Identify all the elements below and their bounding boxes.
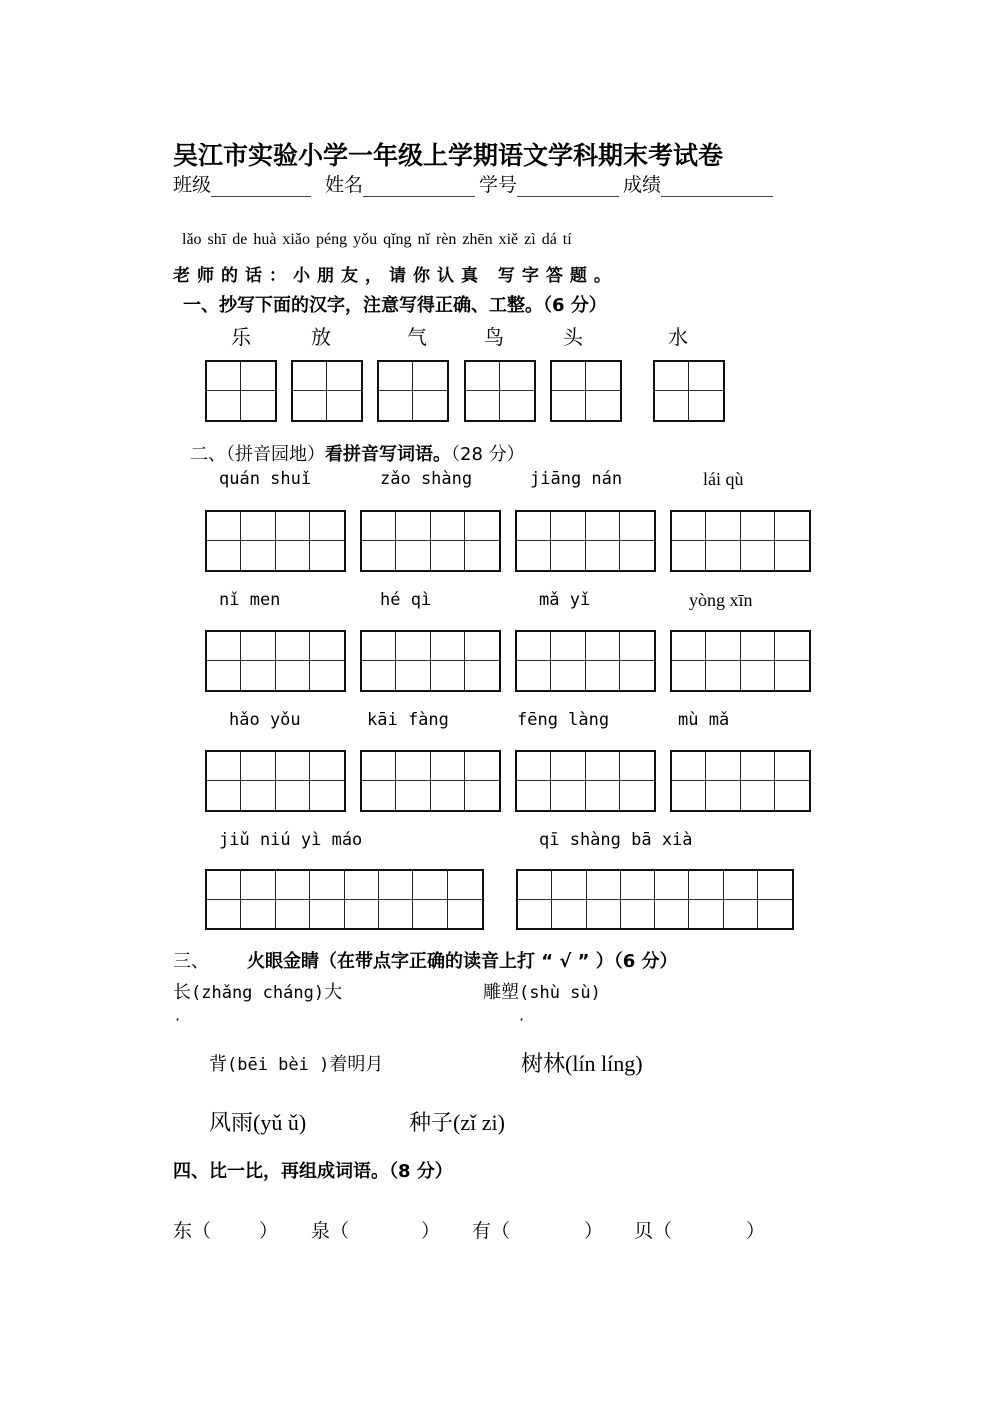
writing-grid-r1-4[interactable] [670,510,811,572]
pinyin-r3-1: hǎo yǒu [229,710,301,730]
pinyin-r3-4: mù mǎ [678,710,730,730]
copy-char-1: 乐 [231,325,251,349]
writing-grid-5[interactable] [550,360,622,422]
writing-grid-3[interactable] [377,360,449,422]
section2-heading-points: （28 分） [451,444,525,465]
section4-heading: 四、比一比，再组成词语。（8 分） [173,1161,453,1182]
class-blank[interactable] [211,178,311,197]
close-paren: ） [584,1220,604,1242]
pinyin-r3-2: kāi fàng [367,710,449,730]
compare-item-bei [634,1216,765,1243]
pinyin-r2-1: nǐ men [219,590,281,610]
q3-item-zhongzi[interactable]: 种子(zǐ zi) [409,1110,505,1135]
pinyin-r1-3: jiāng nán [530,469,623,489]
section2-heading [190,440,525,466]
student-number-blank[interactable] [517,178,619,197]
pinyin-r1-2: zǎo shàng [380,469,473,489]
emphasis-dot-2: · [519,1010,525,1029]
close-paren: ） [746,1220,766,1242]
copy-char-6: 水 [668,325,688,349]
writing-grid-r3-2[interactable] [360,750,501,812]
class-label: 班级 [173,174,212,196]
teacher-message: 老师的话：小朋友，请你认真 写字答题。 [173,266,618,286]
q3-char: 雕塑 [483,982,519,1003]
pinyin-r3-3: fēng làng [517,710,610,730]
section3-heading [173,947,678,973]
exam-title: 吴江市实验小学一年级上学期语文学科期末考试卷 [173,141,724,170]
writing-grid-r2-4[interactable] [670,630,811,692]
copy-char-2: 放 [311,325,331,349]
compare-char: 泉 [311,1220,331,1242]
compare-char: 有 [472,1220,492,1242]
copy-char-3: 气 [407,325,427,349]
compare-item-you [472,1216,603,1243]
writing-grid-2[interactable] [291,360,363,422]
writing-grid-r1-1[interactable] [205,510,346,572]
close-paren: ） [421,1220,441,1242]
q3-char: 背 [209,1054,227,1075]
compare-char: 贝 [634,1220,654,1242]
compare-item-dong [173,1216,278,1243]
writing-grid-r2-1[interactable] [205,630,346,692]
open-paren: （ [192,1220,212,1242]
q3-item-shulin[interactable]: 树林(lín líng) [521,1051,643,1076]
open-paren: （ [330,1220,350,1242]
section3-title: 火眼金睛（在带点字正确的读音上打 “ √ ” ）（6 分） [247,951,678,972]
compare-item-quan [311,1216,440,1243]
compare-char: 东 [173,1220,193,1242]
student-number-label: 学号 [479,174,518,196]
writing-grid-r1-3[interactable] [515,510,656,572]
pinyin-r2-3: mǎ yǐ [539,590,591,610]
pinyin-r4-1: jiǔ niú yì máo [219,830,363,850]
writing-grid-6[interactable] [653,360,725,422]
score-blank[interactable] [661,178,773,197]
section1-heading: 一、抄写下面的汉字，注意写得正确、工整。（6 分） [183,295,607,316]
q3-char-post: 大 [324,982,343,1003]
q3-char-post: 着明月 [329,1054,384,1075]
q3-item-bei [209,1050,383,1076]
copy-char-4: 鸟 [484,325,504,349]
score-label: 成绩 [623,174,662,196]
section3-number: 三、 [173,951,209,972]
section2-heading-prefix: 二、（拼音园地） [190,444,325,465]
q3-pinyin-options[interactable]: (bēi bèi ) [227,1055,330,1075]
pinyin-r1-1: quán shuǐ [219,469,312,489]
writing-grid-r3-1[interactable] [205,750,346,812]
open-paren: （ [491,1220,511,1242]
writing-grid-r2-3[interactable] [515,630,656,692]
pinyin-r4-2: qī shàng bā xià [539,830,693,850]
writing-grid-r1-2[interactable] [360,510,501,572]
writing-grid-r4-2[interactable] [516,869,794,930]
writing-grid-4[interactable] [464,360,536,422]
student-info-row [173,170,777,197]
pinyin-r2-4: yòng xīn [689,590,753,610]
writing-grid-r3-4[interactable] [670,750,811,812]
close-paren: ） [259,1220,279,1242]
pinyin-r2-2: hé qì [380,590,432,610]
pinyin-r1-4: lái qù [703,469,744,489]
emphasis-dot-1: · [175,1010,181,1029]
intro-pinyin: lǎo shī de huà xiǎo péng yǒu qǐng nǐ rèn zhēn xiě zì dá tí [182,231,572,248]
writing-grid-r3-3[interactable] [515,750,656,812]
q3-pinyin-options[interactable]: (zhǎng cháng) [191,983,325,1003]
q3-pinyin-options[interactable]: (shù sù) [519,983,601,1003]
copy-char-5: 头 [563,325,583,349]
q3-item-chang [173,978,342,1004]
name-label: 姓名 [325,174,364,196]
section2-heading-bold: 看拼音写词语。 [325,444,451,465]
writing-grid-r2-2[interactable] [360,630,501,692]
open-paren: （ [653,1220,673,1242]
q3-char: 长 [173,982,191,1003]
name-blank[interactable] [363,178,475,197]
q3-item-diaosu [483,978,601,1004]
writing-grid-r4-1[interactable] [205,869,484,930]
writing-grid-1[interactable] [205,360,277,422]
q3-item-fengyu[interactable]: 风雨(yǔ ǔ) [209,1110,307,1135]
